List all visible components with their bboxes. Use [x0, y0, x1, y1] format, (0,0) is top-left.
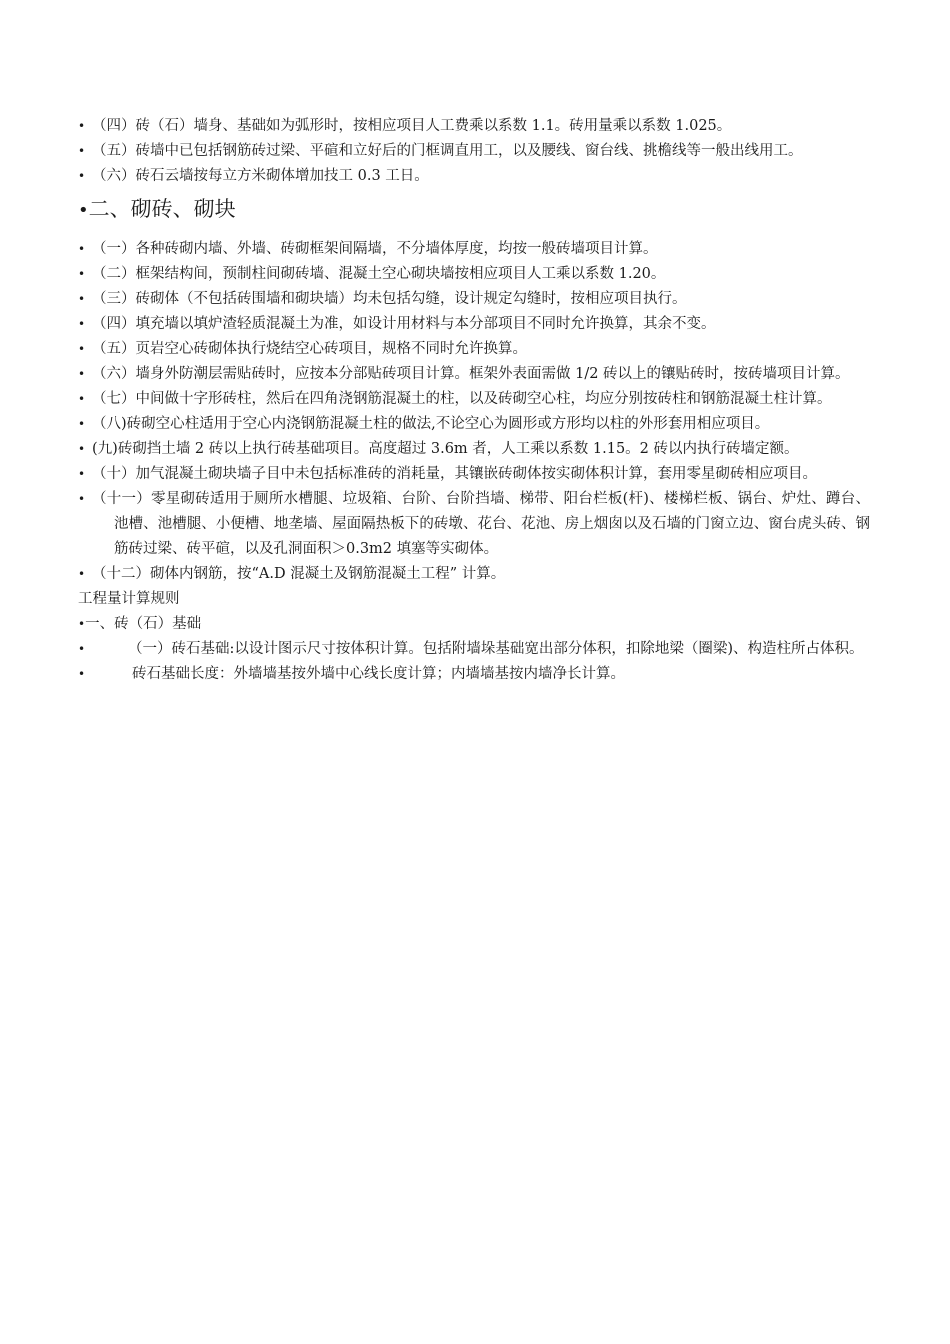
bullet-icon: • [78, 119, 86, 133]
list-item-text: （三）砖砌体（不包括砖围墙和砌块墙）均未包括勾缝，设计规定勾缝时，按相应项目执行。 [92, 291, 687, 307]
list-item [78, 139, 870, 164]
list-item-text: （八)砖砌空心柱适用于空心内浇钢筋混凝土柱的做法,不论空心为圆形或方形均以柱的外形套用相应项目。 [92, 416, 770, 432]
list-item-text: （六）墙身外防潮层需贴砖时，应按本分部贴砖项目计算。框架外表面需做 1/2 砖以上的镶贴砖时，按砖墙项目计算。 [92, 366, 850, 382]
list-item [78, 164, 870, 189]
bullet-icon: • [78, 292, 86, 306]
document-body [78, 114, 870, 687]
list-item [78, 637, 870, 662]
bullet-icon: • [78, 342, 86, 356]
list-item-text: 砖石基础长度：外墙墙基按外墙中心线长度计算；内墙墙基按内墙净长计算。 [132, 666, 625, 682]
list-item-text: （五）页岩空心砖砌体执行烧结空心砖项目，规格不同时允许换算。 [92, 341, 527, 357]
list-item-text: (九)砖砌挡土墙 2 砖以上执行砖基础项目。高度超过 3.6m 者，人工乘以系数 1.15。2 砖以内执行砖墙定额。 [92, 441, 799, 457]
list-item-text: （四）砖（石）墙身、基础如为弧形时，按相应项目人工费乘以系数 1.1。砖用量乘以系数 1.025。 [92, 118, 732, 134]
bullet-icon: • [78, 242, 86, 256]
list-item-text: （四）填充墙以填炉渣轻质混凝土为准，如设计用材料与本分部项目不同时允许换算，其余不变。 [92, 316, 716, 332]
rules-subheading-text: 一、砖（石）基础 [85, 616, 202, 632]
list-item [78, 562, 870, 587]
list-item [78, 662, 870, 687]
bullet-icon: • [78, 417, 86, 431]
list-item-text: （一）各种砖砌内墙、外墙、砖砌框架间隔墙，不分墙体厚度，均按一般砖墙项目计算。 [92, 241, 658, 257]
section-heading-text: 二、砌砖、砌块 [88, 197, 236, 221]
bullet-icon: • [78, 200, 89, 221]
list-item [78, 312, 870, 337]
list-item [78, 487, 870, 562]
bullet-icon: • [78, 642, 86, 656]
list-item [78, 262, 870, 287]
list-item-text: （五）砖墙中已包括钢筋砖过梁、平碹和立好后的门框调直用工，以及腰线、窗台线、挑檐线等一般出线用工。 [92, 143, 803, 159]
bullet-icon: • [78, 667, 86, 681]
bullet-icon: • [78, 617, 86, 631]
list-item [78, 337, 870, 362]
list-item [78, 114, 870, 139]
bullet-icon: • [78, 492, 86, 506]
bullet-icon: • [78, 392, 86, 406]
bullet-icon: • [78, 442, 86, 456]
bullet-icon: • [78, 467, 86, 481]
rules-title: 工程量计算规则 [78, 591, 180, 607]
bullet-icon: • [78, 567, 86, 581]
list-item-text: （七）中间做十字形砖柱，然后在四角浇钢筋混凝土的柱，以及砖砌空心柱，均应分别按砖柱和钢筋混凝土柱计算。 [92, 391, 832, 407]
list-item [78, 362, 870, 387]
bullet-icon: • [78, 169, 86, 183]
list-item-text: （十）加气混凝土砌块墙子目中未包括标准砖的消耗量，其镶嵌砖砌体按实砌体积计算，套用零星砌砖相应项目。 [92, 466, 817, 482]
list-item-text: （二）框架结构间，预制柱间砌砖墙、混凝土空心砌块墙按相应项目人工乘以系数 1.20。 [92, 266, 666, 282]
list-item [78, 437, 870, 462]
list-item-text: （一）砖石基础:以设计图示尺寸按体积计算。包括附墙垛基础宽出部分体积，扣除地梁（圈梁)、构造柱所占体积。 [128, 641, 864, 657]
bullet-icon: • [78, 144, 86, 158]
list-item-text: （十一）零星砌砖适用于厕所水槽腿、垃圾箱、台阶、台阶挡墙、梯带、阳台栏板(杆)、楼梯栏板、锅台、炉灶、蹲台、池槽、池槽腿、小便槽、地垄墙、屋面隔热板下的砖墩、花台、花池、房上烟囱以及石墙的门窗立边、窗台虎头砖、钢筋砖过梁、砖平碹，以及孔洞面积＞0.3m2 填塞等实砌体。 [92, 491, 870, 557]
bullet-icon: • [78, 317, 86, 331]
list-item-text: （十二）砌体内钢筋，按“A.D 混凝土及钢筋混凝土工程” 计算。 [92, 566, 506, 582]
list-item [78, 287, 870, 312]
list-item-text: （六）砖石云墙按每立方米砌体增加技工 0.3 工日。 [92, 168, 429, 184]
bullet-icon: • [78, 367, 86, 381]
list-item [78, 462, 870, 487]
list-item [78, 387, 870, 412]
list-item [78, 237, 870, 262]
rules-subheading [78, 612, 870, 637]
section-heading [78, 191, 870, 229]
bullet-icon: • [78, 267, 86, 281]
list-item [78, 412, 870, 437]
